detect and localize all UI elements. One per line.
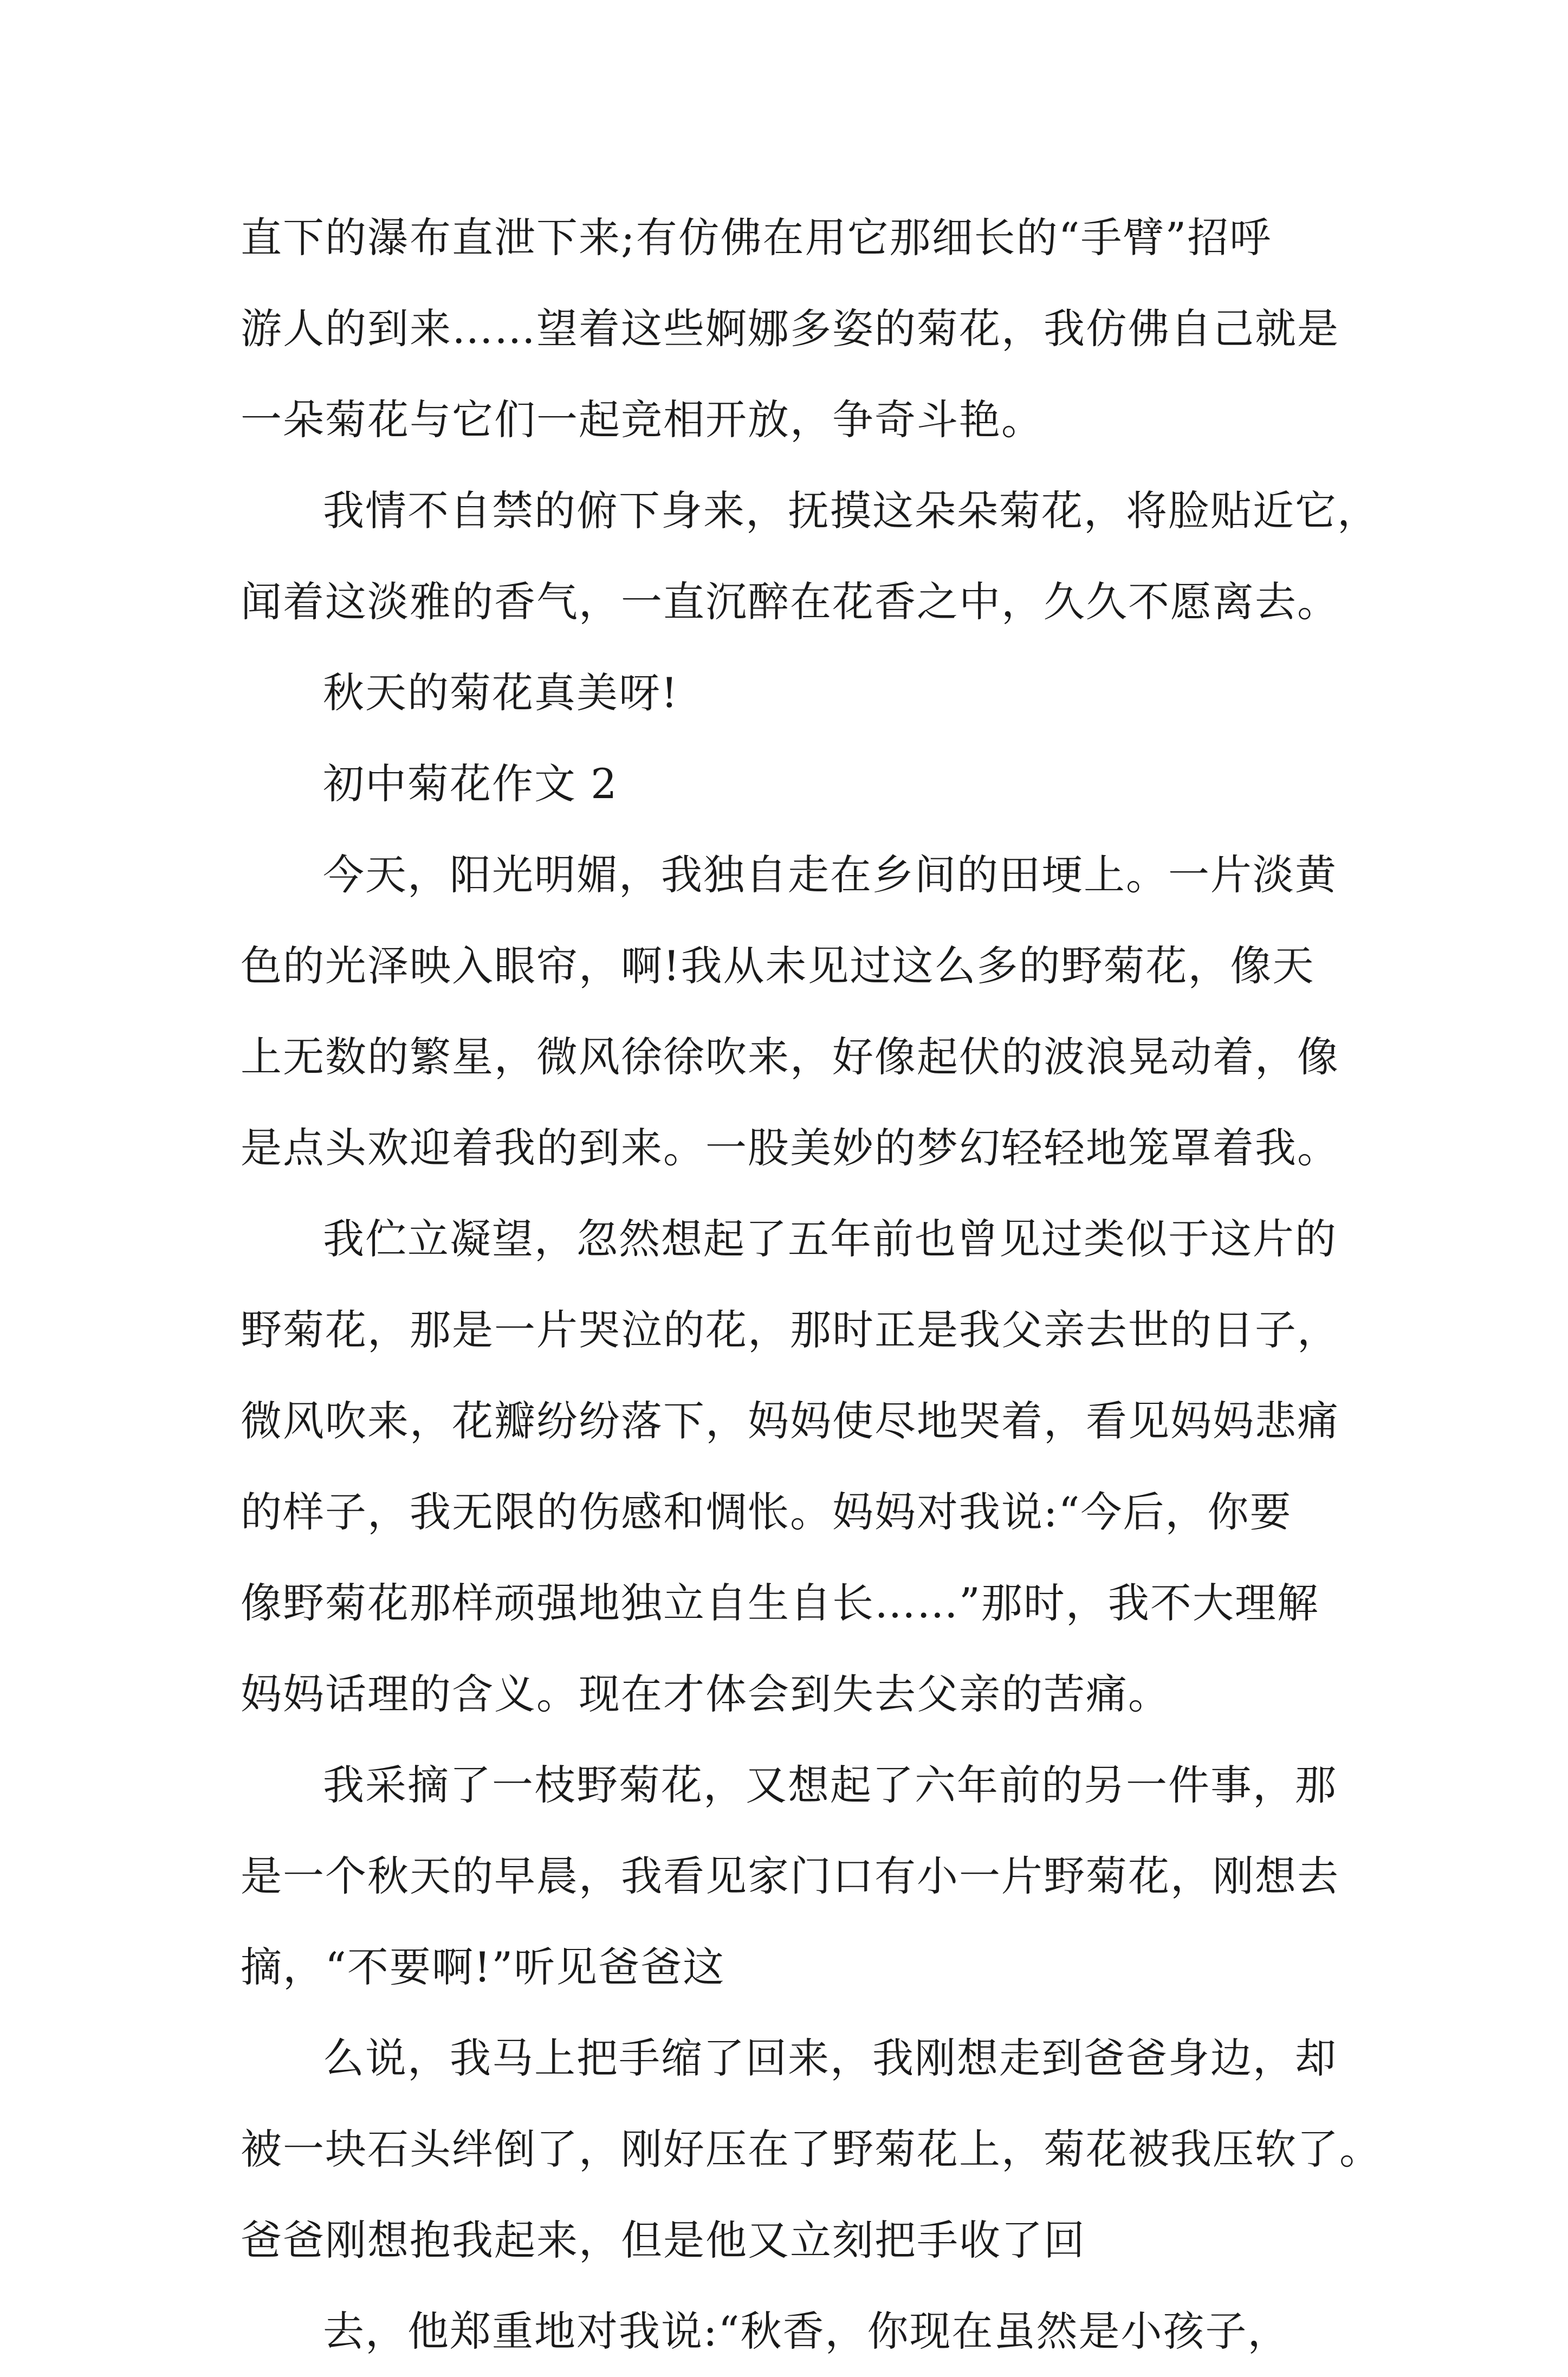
text-line: 微风吹来，花瓣纷纷落下，妈妈使尽地哭着，看见妈妈悲痛 [241, 1397, 1339, 1445]
text-line: 我情不自禁的俯下身来，抚摸这朵朵菊花，将脸贴近它， [323, 487, 1379, 535]
text-line: 去，他郑重地对我说:“秋香，你现在虽然是小孩子， [323, 2307, 1290, 2355]
text-line: 妈妈话理的含义。现在才体会到失去父亲的苦痛。 [241, 1670, 1170, 1718]
text-line: 秋天的菊花真美呀! [323, 669, 679, 717]
text-line: 一朵菊花与它们一起竞相开放，争奇斗艳。 [241, 396, 1044, 444]
text-line: 是一个秋天的早晨，我看见家门口有小一片野菊花，刚想去 [241, 1852, 1339, 1900]
document-body [241, 192, 1382, 2377]
text-line: 上无数的繁星，微风徐徐吹来，好像起伏的波浪晃动着，像 [241, 1033, 1339, 1081]
text-line: 摘，“不要啊!”听见爸爸这 [241, 1943, 725, 1991]
text-line: 色的光泽映入眼帘，啊!我从未见过这么多的野菊花，像天 [241, 942, 1315, 990]
text-line: 的样子，我无限的伤感和惆怅。妈妈对我说:“今后，你要 [241, 1488, 1292, 1536]
text-line: 像野菊花那样顽强地独立自生自长……”那时，我不大理解 [241, 1579, 1319, 1627]
text-line: 爸爸刚想抱我起来，但是他又立刻把手收了回 [241, 2216, 1086, 2264]
text-line: 被一块石头绊倒了，刚好压在了野菊花上，菊花被我压软了。 [241, 2125, 1382, 2173]
text-line: 直下的瀑布直泄下来;有仿佛在用它那细长的“手臂”招呼 [241, 213, 1272, 262]
text-line: 我伫立凝望，忽然想起了五年前也曾见过类似于这片的 [323, 1215, 1337, 1263]
text-line: 我采摘了一枝野菊花，又想起了六年前的另一件事，那 [323, 1761, 1337, 1809]
text-line: 初中菊花作文 2 [323, 760, 618, 808]
text-line: 么说，我马上把手缩了回来，我刚想走到爸爸身边，却 [323, 2034, 1337, 2082]
text-line: 是点头欢迎着我的到来。一股美妙的梦幻轻轻地笼罩着我。 [241, 1124, 1339, 1172]
text-line: 今天，阳光明媚，我独自走在乡间的田埂上。一片淡黄 [323, 851, 1337, 899]
text-line: 野菊花，那是一片哭泣的花，那时正是我父亲去世的日子， [241, 1306, 1339, 1354]
text-line: 闻着这淡雅的香气，一直沉醉在花香之中，久久不愿离去。 [241, 578, 1339, 626]
text-line: 游人的到来……望着这些婀娜多姿的菊花，我仿佛自己就是 [241, 305, 1339, 353]
